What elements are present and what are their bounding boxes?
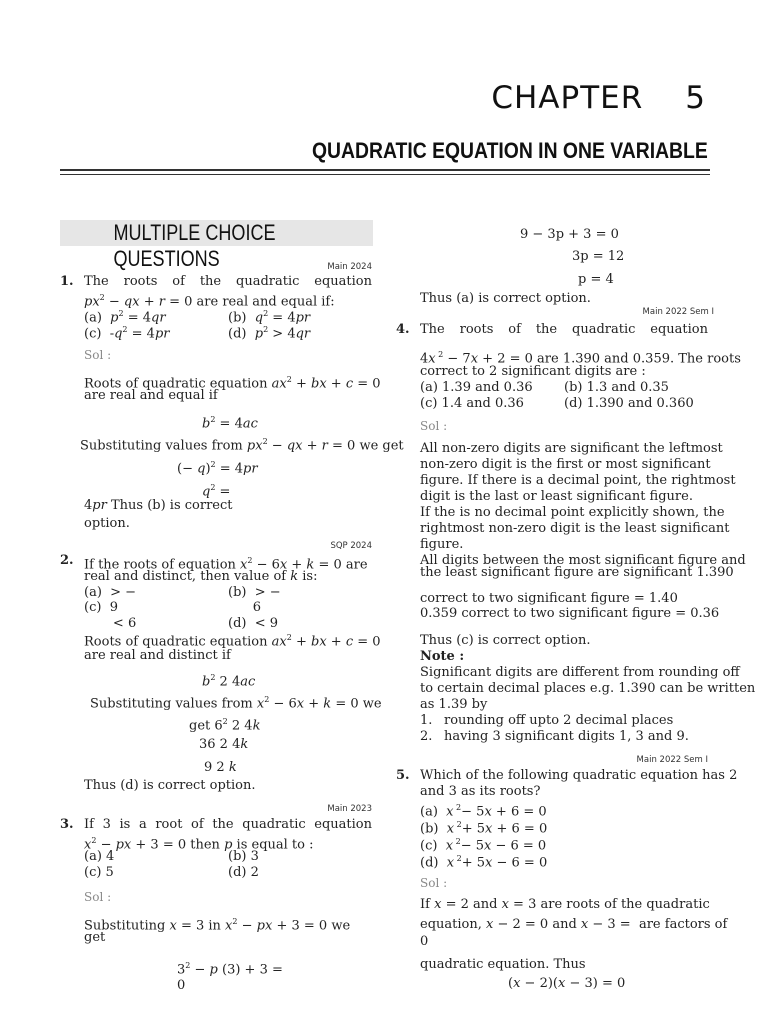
- q4-sol-p9: the least significant figure are significant 1.390: [420, 565, 734, 580]
- chapter-number: 5: [685, 80, 706, 116]
- q4-note-line3: as 1.39 by: [420, 697, 488, 712]
- q1-sol-line1: Roots of quadratic equation $ax^2$ + bx + c = 0: [84, 375, 381, 392]
- q3-option-d[interactable]: (d) 2: [228, 865, 259, 880]
- q4-source-tag: Main 2022 Sem I: [642, 307, 714, 317]
- right-eq2: 3p = 12: [572, 249, 625, 264]
- q4-note-line2: to certain decimal places e.g. 1.390 can be written: [420, 681, 756, 696]
- q5-option-b[interactable]: (b) x $^2$+ 5x + 6 = 0: [420, 820, 548, 837]
- q4-note-item2: having 3 significant digits 1, 3 and 9.: [444, 729, 689, 744]
- q5-sol-line2: equation, x − 2 = 0 and x − 3 = are factors of: [420, 917, 728, 932]
- q4-sol-p1: All non-zero digits are significant the leftmost: [420, 441, 723, 456]
- q1-option-d[interactable]: (d) $p^2 > 4qr$: [228, 325, 311, 342]
- q4-sol-label: Sol :: [420, 419, 448, 433]
- q2-sol-line1: Roots of quadratic equation $ax^2$ + bx + c = 0: [84, 633, 381, 650]
- q3-sol-line2: get: [84, 930, 106, 945]
- q5-sol-line1: If x = 2 and x = 3 are roots of the quadratic: [420, 897, 710, 912]
- q2-option-c[interactable]: (c) 9 < 6: [84, 600, 137, 631]
- q3-sol-eq1: $3^2 - p$ (3) + 3 = 0: [177, 961, 283, 994]
- q5-sol-eq1: (x − 2)(x − 3) = 0: [508, 976, 626, 991]
- q3-stem-line2: $x^2$ − px + 3 = 0 then p is equal to :: [84, 836, 314, 853]
- q4-note-item1: rounding off upto 2 decimal places: [444, 713, 674, 728]
- q1-sol-eq1: $b^2 = 4ac$: [202, 415, 258, 432]
- q4-note-line1: Significant digits are different from rounding off: [420, 665, 740, 680]
- q4-stem-line3: correct to 2 significant digits are :: [420, 364, 646, 379]
- q2-sol-eq1: $b^2$ 2 4ac: [202, 673, 256, 690]
- q4-sol-p10: correct to two significant figure = 1.40: [420, 591, 678, 606]
- q3-stem-line1: If 3 is a root of the quadratic equation: [84, 817, 372, 832]
- chapter-title: QUADRATIC EQUATION IN ONE VARIABLE: [312, 138, 708, 163]
- q4-option-c[interactable]: (c) 1.4 and 0.36: [420, 396, 524, 411]
- q4-stem-line2: 4x $^2$ − 7x + 2 = 0 are 1.390 and 0.359. The roots: [420, 350, 741, 367]
- q5-sol-label: Sol :: [420, 876, 448, 890]
- q1-number: 1.: [60, 274, 74, 289]
- q4-note-label: Note :: [420, 649, 465, 664]
- q1-sol-line2: are real and equal if: [84, 388, 218, 403]
- q4-sol-p7: figure.: [420, 537, 464, 552]
- q2-number: 2.: [60, 553, 74, 568]
- q1-stem-line1: The roots of the quadratic equation: [84, 274, 372, 289]
- q3-option-a[interactable]: (a) 4: [84, 849, 115, 864]
- q3-option-c[interactable]: (c) 5: [84, 865, 114, 880]
- q4-sol-p4: digit is the last or least significant figure.: [420, 489, 693, 504]
- q3-sol-line1: Substituting x = 3 in $x^2$ − px + 3 = 0 we: [84, 917, 351, 934]
- q1-sol-line3: Substituting values from $px^2$ − qx + r = 0 we get: [80, 437, 404, 454]
- q4-option-b[interactable]: (b) 1.3 and 0.35: [564, 380, 669, 395]
- q4-sol-p2: non-zero digit is the first or most significant: [420, 457, 711, 472]
- q5-source-tag: Main 2022 Sem I: [636, 755, 708, 765]
- q5-sol-line2b: 0: [420, 934, 429, 949]
- q1-source-tag: Main 2024: [327, 262, 372, 272]
- q3-source-tag: Main 2023: [327, 804, 372, 814]
- q4-stem-line1: The roots of the quadratic equation: [420, 322, 708, 337]
- chapter-label: CHAPTER: [491, 80, 644, 116]
- q1-option-b[interactable]: (b) $q^2 = 4pr$: [228, 309, 311, 326]
- right-eq1: 9 − 3p + 3 = 0: [520, 227, 619, 242]
- q5-number: 5.: [396, 768, 410, 783]
- q1-sol-eq3: $q^2$ =: [202, 483, 231, 500]
- q5-option-d[interactable]: (d) x $^2$+ 5x − 6 = 0: [420, 854, 548, 871]
- chapter-heading: [491, 80, 706, 116]
- q1-sol-line4: 4pr Thus (b) is correct: [84, 498, 233, 513]
- q3-option-b[interactable]: (b) 3: [228, 849, 259, 864]
- q4-sol-p8: All digits between the most significant figure and: [420, 553, 746, 568]
- q4-sol-p5: If the is no decimal point explicitly shown, the: [420, 505, 725, 520]
- title-rule-thick: [60, 169, 710, 171]
- q2-stem-line2: real and distinct, then value of k is:: [84, 569, 318, 584]
- q4-sol-p3: figure. If there is a decimal point, the rightmost: [420, 473, 736, 488]
- q4-note-item2-num: 2.: [420, 729, 433, 744]
- q4-option-a[interactable]: (a) 1.39 and 0.36: [420, 380, 533, 395]
- q4-note-item1-num: 1.: [420, 713, 433, 728]
- q4-sol-p11: 0.359 correct to two significant figure = 0.36: [420, 606, 720, 621]
- q5-option-a[interactable]: (a) x $^2$− 5x + 6 = 0: [420, 803, 547, 820]
- q2-sol-line3: Substituting values from $x^2 - 6x + k = 0$ we: [90, 695, 382, 712]
- q2-option-d[interactable]: 6 (d) < 9: [228, 600, 279, 631]
- q2-option-b[interactable]: (b) > −: [228, 585, 281, 600]
- q1-sol-eq2: (− q)$^2$ = 4pr: [177, 460, 258, 477]
- title-rule-thin: [60, 174, 710, 175]
- section-title: MULTIPLE CHOICE QUESTIONS: [113, 220, 276, 271]
- q5-stem-line2: and 3 as its roots?: [420, 784, 541, 799]
- q1-option-a[interactable]: (a) $p^2 = 4qr$: [84, 309, 166, 326]
- q4-sol-p12: Thus (c) is correct option.: [420, 633, 591, 648]
- q5-stem-line1: Which of the following quadratic equation has 2: [420, 768, 738, 783]
- q2-sol-line2: are real and distinct if: [84, 648, 231, 663]
- q2-sol-line5: Thus (d) is correct option.: [84, 778, 256, 793]
- q5-option-c[interactable]: (c) x $^2$− 5x − 6 = 0: [420, 837, 547, 854]
- q4-option-d[interactable]: (d) 1.390 and 0.360: [564, 396, 694, 411]
- q1-stem-line2: $px^2$ − qx + r = 0 are real and equal if:: [84, 293, 335, 310]
- q3-number: 3.: [60, 817, 74, 832]
- q2-sol-eq3: 36 2 4k: [199, 737, 249, 752]
- q4-number: 4.: [396, 322, 410, 337]
- q2-sol-eq4: 9 2 k: [204, 760, 237, 775]
- q2-source-tag: SQP 2024: [330, 541, 372, 551]
- q2-stem-line1: If the roots of equation $x^2 - 6x + k = 0$ are: [84, 556, 368, 573]
- q4-sol-p6: rightmost non-zero digit is the least significant: [420, 521, 730, 536]
- q1-sol-label: Sol :: [84, 348, 112, 362]
- q2-sol-eq2: get $6^2$ 2 4k: [189, 717, 261, 734]
- right-conclusion: Thus (a) is correct option.: [420, 291, 591, 306]
- q1-sol-line5: option.: [84, 516, 130, 531]
- q5-sol-line3: quadratic equation. Thus: [420, 957, 586, 972]
- q1-option-c[interactable]: (c) $-q^2 = 4pr$: [84, 325, 170, 342]
- right-eq3: p = 4: [578, 272, 614, 287]
- q2-option-a[interactable]: (a) > −: [84, 585, 137, 600]
- q3-sol-label: Sol :: [84, 890, 112, 904]
